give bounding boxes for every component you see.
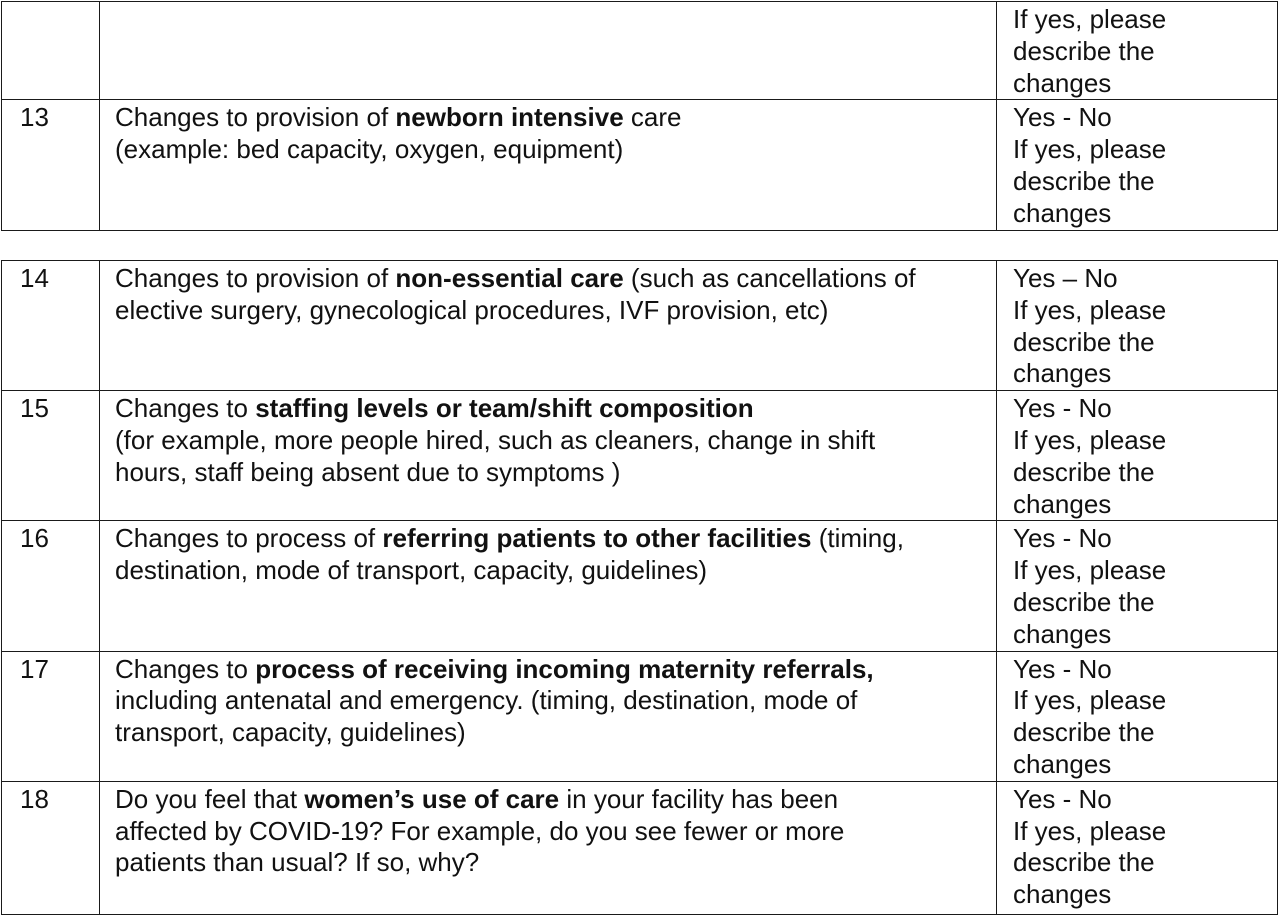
question-number-cell: 16	[2, 521, 100, 651]
answer-prompt-line: If yes, please	[1013, 815, 1167, 846]
question-text-line	[115, 102, 996, 134]
question-text-line	[115, 393, 996, 425]
question-emphasis: women’s use of care	[304, 783, 560, 814]
question-text: care	[623, 102, 682, 133]
answer-prompt-line: describe the	[1013, 165, 1155, 196]
question-text-line: (for example, more people hired, such as cleaners, change in shift	[115, 424, 876, 455]
question-emphasis: staffing levels or team/shift composition	[255, 393, 754, 424]
question-emphasis: newborn intensive	[395, 102, 624, 133]
question-text-line	[115, 654, 996, 686]
question-number-cell: 17	[2, 651, 100, 781]
answer-prompt-line: changes	[1013, 618, 1112, 649]
answer-prompt-line: If yes, please	[1013, 685, 1167, 716]
question-text-line: patients than usual? If so, why?	[115, 847, 480, 878]
answer-prompt-line: describe the	[1013, 847, 1155, 878]
question-text-line	[115, 784, 996, 816]
answer-cell	[997, 100, 1278, 230]
question-text-line	[115, 523, 996, 555]
table-row	[2, 2, 1278, 100]
question-text: Changes to	[115, 653, 256, 684]
question-emphasis: referring patients to other facilities	[382, 523, 812, 554]
yes-no-option: Yes – No	[1013, 263, 1118, 293]
table-row	[2, 261, 1278, 391]
question-description-cell	[100, 261, 997, 391]
answer-prompt-line: describe the	[1013, 326, 1155, 357]
question-description-cell	[100, 100, 997, 230]
question-text-line: (example: bed capacity, oxygen, equipment)	[115, 134, 624, 165]
question-description-cell	[100, 651, 997, 781]
question-text: Changes to	[115, 393, 256, 424]
question-emphasis: process of receiving incoming maternity referrals,	[255, 653, 874, 684]
table-row	[2, 521, 1278, 651]
answer-prompt-line: changes	[1013, 879, 1112, 910]
question-text-line: destination, mode of transport, capacity, guidelines)	[115, 555, 708, 586]
question-number-cell: 18	[2, 781, 100, 914]
answer-prompt-line: changes	[1013, 748, 1112, 779]
yes-no-option: Yes - No	[1013, 102, 1112, 133]
yes-no-option: Yes - No	[1013, 653, 1112, 684]
table-row	[2, 651, 1278, 781]
answer-prompt-line: describe the	[1013, 717, 1155, 748]
answer-prompt-line: changes	[1013, 197, 1112, 228]
answer-prompt-line: changes	[1013, 358, 1112, 389]
questionnaire-table-continued	[1, 1, 1278, 231]
answer-prompt-line: If yes, please	[1013, 555, 1167, 586]
yes-no-option: Yes - No	[1013, 523, 1112, 554]
question-text: in your facility has been	[559, 783, 839, 814]
question-text-line: hours, staff being absent due to symptoms )	[115, 456, 621, 487]
table-row	[2, 100, 1278, 230]
question-text-line: transport, capacity, guidelines)	[115, 717, 466, 748]
answer-cell	[997, 521, 1278, 651]
answer-prompt-line: If yes, please	[1013, 424, 1167, 455]
question-emphasis: non-essential care	[395, 263, 624, 293]
yes-no-option: Yes - No	[1013, 393, 1112, 424]
question-number-cell	[2, 2, 100, 100]
questionnaire-table	[1, 260, 1278, 915]
answer-cell	[997, 2, 1278, 100]
table-row	[2, 391, 1278, 521]
answer-prompt-line: changes	[1013, 488, 1112, 519]
question-number-cell: 15	[2, 391, 100, 521]
answer-cell	[997, 651, 1278, 781]
question-text: (such as cancellations of	[623, 263, 916, 293]
answer-prompt-line: describe the	[1013, 586, 1155, 617]
question-text-line	[115, 263, 996, 295]
answer-cell	[997, 391, 1278, 521]
answer-prompt-line: If yes, please	[1013, 134, 1167, 165]
answer-prompt-line: If yes, please	[1013, 4, 1167, 34]
question-description-cell	[100, 521, 997, 651]
question-text-line: affected by COVID-19? For example, do you see fewer or more	[115, 815, 845, 846]
question-text: Changes to provision of	[115, 263, 396, 293]
answer-prompt-line: changes	[1013, 67, 1112, 98]
question-number-cell: 14	[2, 261, 100, 391]
question-text: (timing,	[811, 523, 904, 554]
question-text-line: including antenatal and emergency. (timing, destination, mode of	[115, 685, 858, 716]
answer-prompt-line: describe the	[1013, 35, 1155, 66]
answer-cell	[997, 781, 1278, 914]
question-description-cell	[100, 2, 997, 100]
question-text-line: elective surgery, gynecological procedures, IVF provision, etc)	[115, 294, 829, 325]
question-text: Do you feel that	[115, 783, 305, 814]
question-number-cell: 13	[2, 100, 100, 230]
answer-prompt-line: If yes, please	[1013, 294, 1167, 325]
table-row	[2, 781, 1278, 914]
answer-cell	[997, 261, 1278, 391]
answer-prompt-line: describe the	[1013, 456, 1155, 487]
question-text: Changes to provision of	[115, 102, 396, 133]
yes-no-option: Yes - No	[1013, 783, 1112, 814]
question-description-cell	[100, 391, 997, 521]
question-text: Changes to process of	[115, 523, 383, 554]
question-description-cell	[100, 781, 997, 914]
